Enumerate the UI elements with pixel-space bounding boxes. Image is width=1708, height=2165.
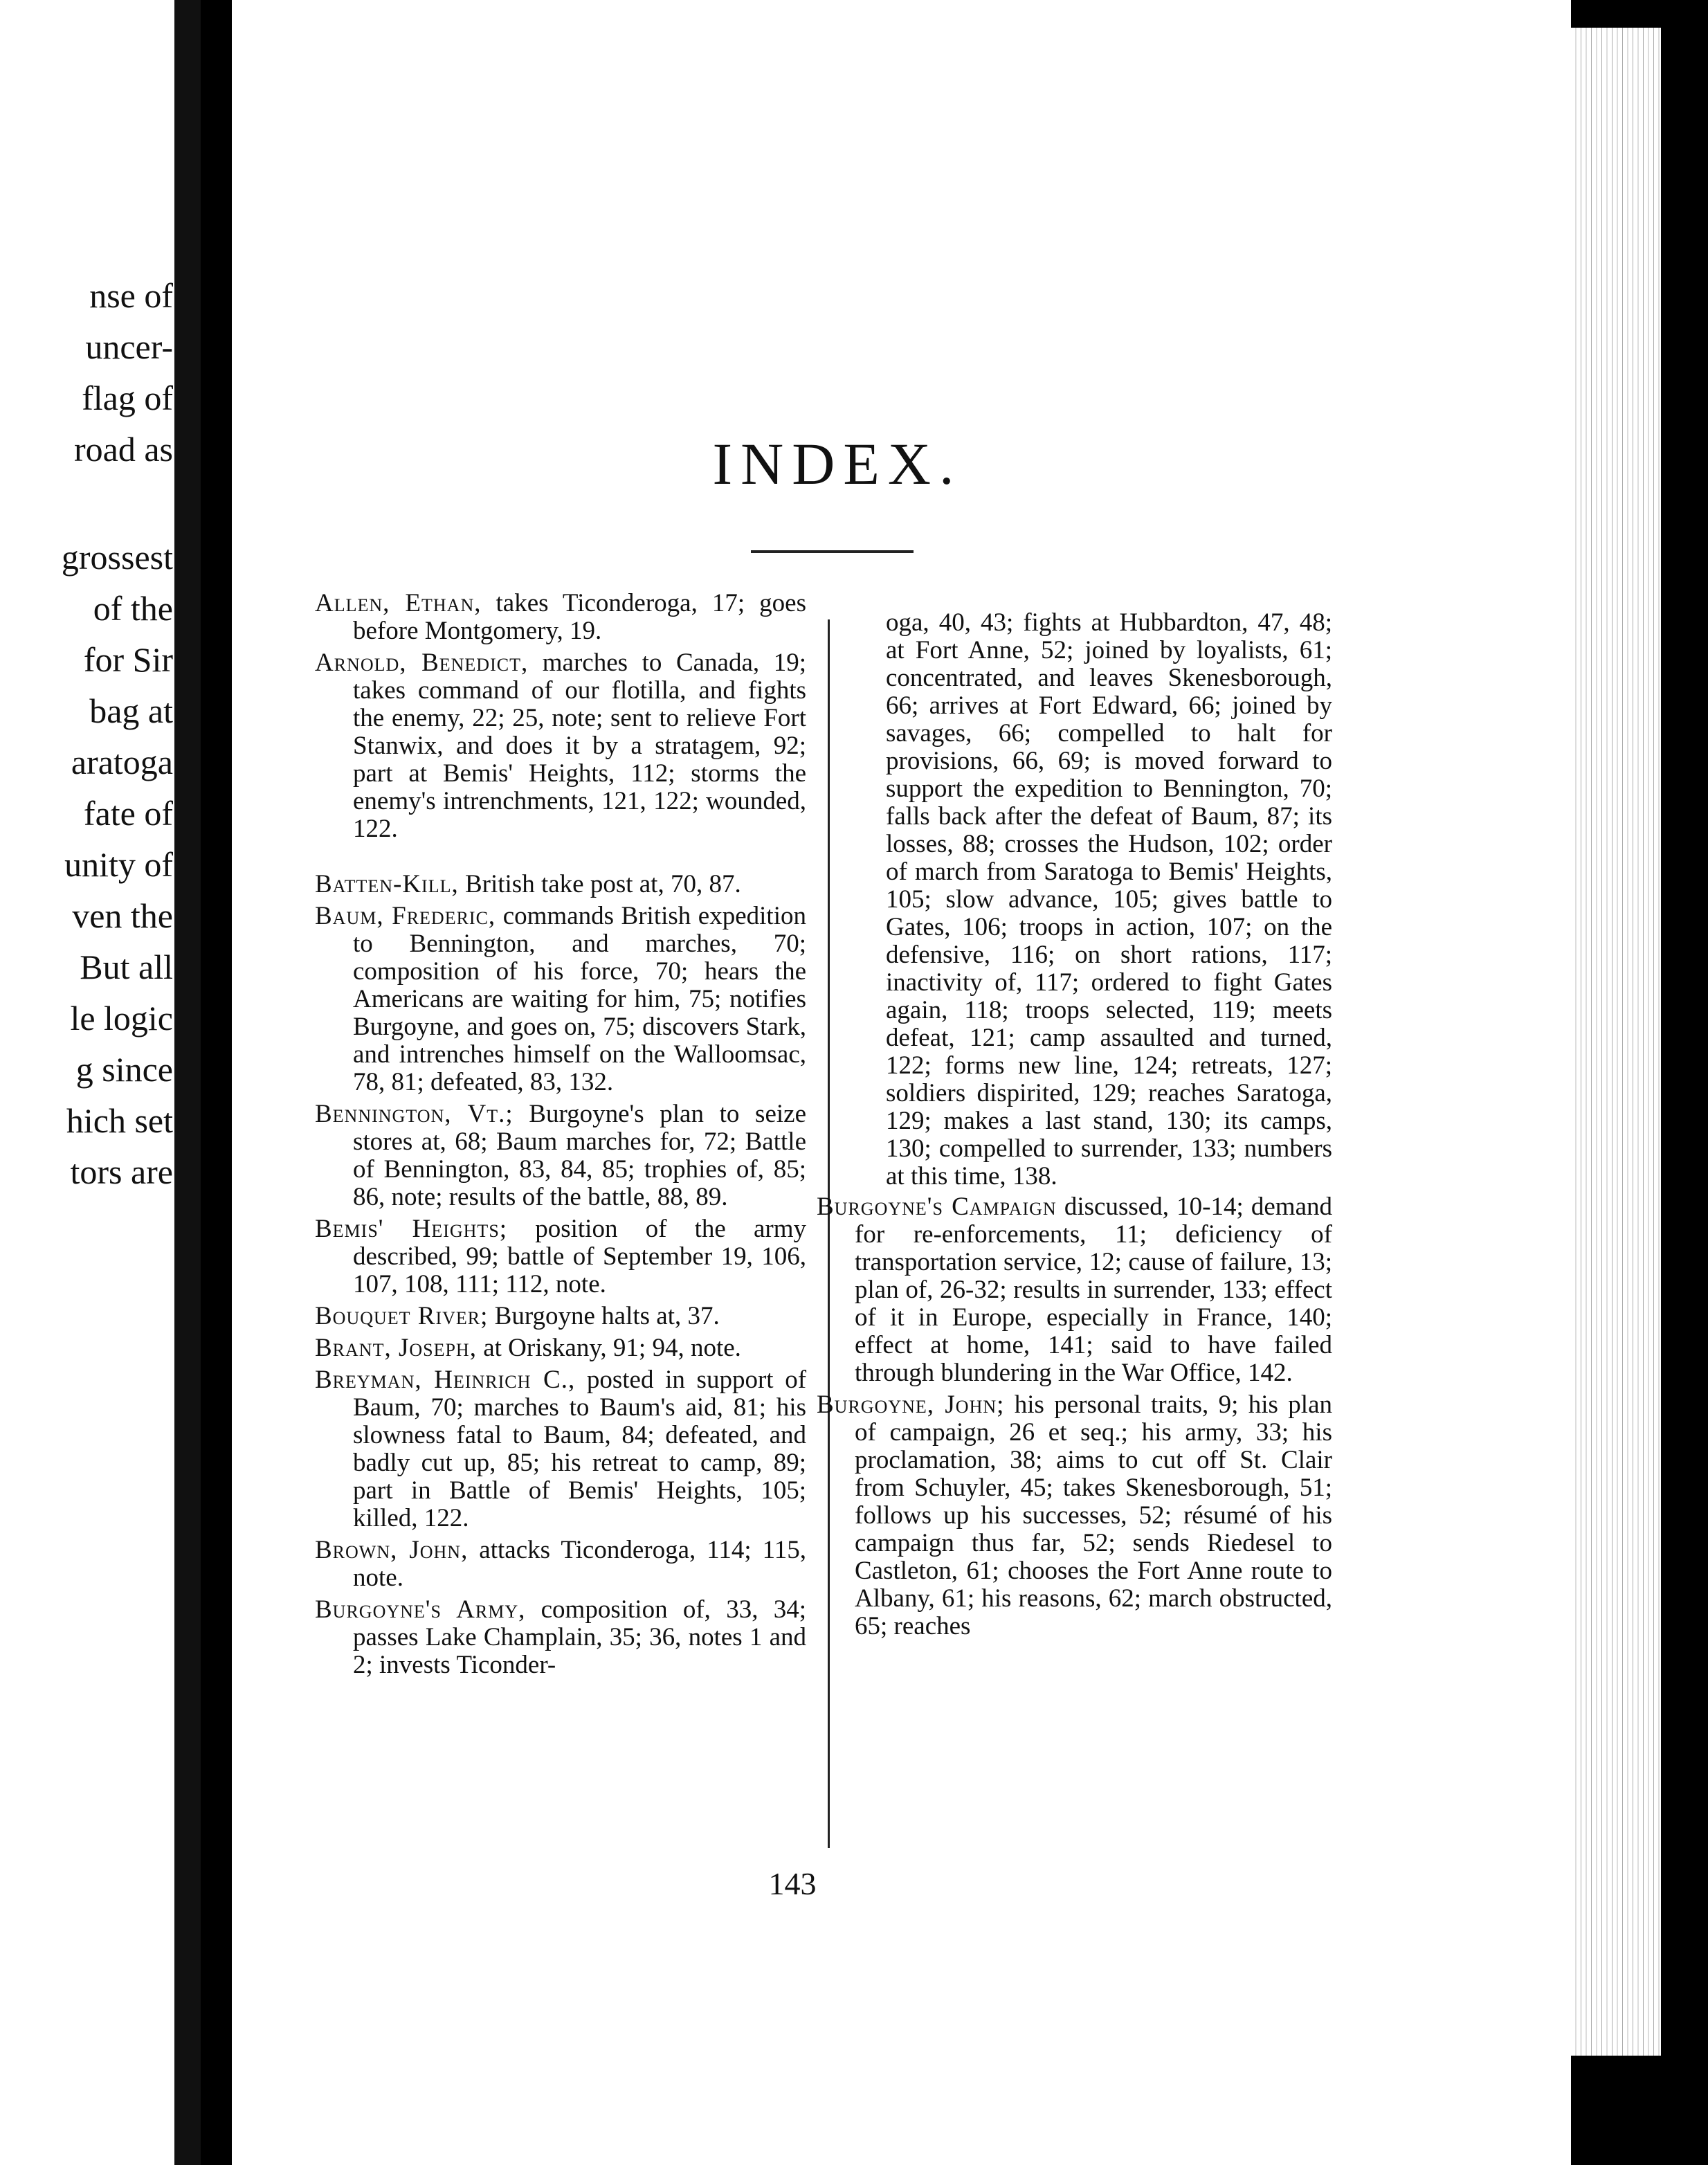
index-entry — [817, 1391, 1332, 1640]
facing-page-line: hich set — [66, 1101, 173, 1140]
entry-text: takes Ticonderoga, 17; goes before Montgomery, 19. — [353, 589, 806, 645]
index-entry — [315, 649, 806, 843]
entry-heading: Brown, John, — [315, 1536, 469, 1564]
scan-border — [1661, 0, 1708, 2165]
entry-heading: Baum, Frederic, — [315, 902, 496, 930]
entry-text: at Oriskany, 91; 94, note. — [476, 1334, 741, 1362]
facing-page-line: aratoga — [71, 743, 173, 781]
page-edges — [1571, 28, 1661, 2056]
facing-page-line: of the — [93, 589, 173, 628]
index-entry — [315, 902, 806, 1096]
entry-heading: Bouquet River; — [315, 1302, 489, 1330]
index-entry — [315, 1215, 806, 1298]
index-entry — [817, 1193, 1333, 1387]
entry-text: composition of, 33, 34; passes Lake Champlain, 35; 36, notes 1 and 2; invests Ticonder- — [353, 1595, 807, 1679]
entry-heading: Allen, Ethan, — [315, 589, 482, 617]
index-entry — [315, 1595, 807, 1679]
facing-page-line: uncer- — [85, 327, 173, 366]
entry-continuation: oga, 40, 43; fights at Hubbardton, 47, 48; at Fort Anne, 52; joined by loyalists, 61; concentrated, and leaves Skenesborough, 66; arrives at Fort Edward, 66; joined by savages, 66; compelled to halt for provisions, 66, 69; is moved forward to support the expedition to Bennington, 70; falls back after the defeat of Baum, 87; its losses, 88; crosses the Hudson, 102; order of march from Saratoga to Bemis' Heights, 105; slow advance, 105; gives battle to Gates, 106; troops in action, 107; on the defensive, 116; on short rations, 117; inactivity of, 117; ordered to fight Gates again, 118; troops selected, 119; meets defeat, 121; camp assaulted and turned, 122; forms new line, 124; retreats, 127; soldiers dispirited, 129; reaches Saratoga, 129; makes a last stand, 130; its camps, 130; compelled to surrender, 133; numbers at this time, 138. — [886, 608, 1332, 1190]
entry-heading: Burgoyne's Army, — [315, 1595, 526, 1624]
entry-text: posted in support of Baum, 70; marches to Baum's aid, 81; his slowness fatal to Baum, 84; defeated, and badly cut up, 85; his retreat to camp, 89; part in Battle of Bemis' Heights, 105; killed, 122. — [353, 1366, 807, 1532]
entry-text: position of the army described, 99; battle of September 19, 106, 107, 108, 111; 112, note. — [353, 1215, 806, 1298]
page-title: INDEX. — [712, 431, 963, 497]
entry-text: British take post at, 70, 87. — [458, 870, 741, 898]
facing-page-line: flag of — [82, 379, 173, 417]
facing-page-line: nse of — [89, 276, 173, 315]
book-gutter — [174, 0, 201, 2165]
index-entry — [315, 1302, 806, 1330]
page-number: 143 — [768, 1866, 817, 1901]
entry-text: marches to Canada, 19; takes command of our flotilla, and fights the enemy, 22; 25, note; sent to relieve Fort Stanwix, and does it by a stratagem, 92; part at Bemis' Heights, 112; storms the enemy's intrenchments, 121, 122; wounded, 122. — [353, 649, 806, 843]
index-entry — [315, 1536, 806, 1592]
title-rule — [751, 550, 914, 553]
entry-heading: Brant, Joseph, — [315, 1334, 477, 1362]
facing-page-line: g since — [75, 1050, 173, 1089]
entry-text: attacks Ticonderoga, 114; 115, note. — [353, 1536, 806, 1592]
facing-page-line: for Sir — [83, 640, 173, 679]
entry-heading: Bemis' Heights; — [315, 1215, 508, 1243]
facing-page-line: fate of — [83, 794, 173, 833]
index-entry — [315, 870, 806, 898]
facing-page-line: But all — [80, 948, 173, 986]
entry-heading: Burgoyne's Campaign — [817, 1193, 1057, 1221]
index-column-left — [315, 590, 806, 1683]
entry-text: discussed, 10-14; demand for re-enforcements, 11; deficiency of transportation service, 12; cause of failure, 13; plan of, 26-32; results in surrender, 133; effect of it in Europe, especially in France, 140; effect at home, 141; said to have failed through blundering in the War Office, 142. — [855, 1193, 1333, 1387]
entry-text: his personal traits, 9; his plan of campaign, 26 et seq.; his army, 33; his proclamation, 38; aims to cut off St. Clair from Schuyler, 45; takes Skenesborough, 51; follows up his successes, 52; résumé of his campaign thus far, 52; sends Riedesel to Castleton, 61; chooses the Fort Anne route to Albany, 61; his reasons, 62; march obstructed, 65; reaches — [855, 1391, 1332, 1640]
index-entry — [315, 589, 806, 645]
facing-page-line: ven the — [72, 896, 173, 935]
index-column-right — [817, 609, 1332, 1645]
entry-heading: Batten-Kill, — [315, 870, 459, 898]
entry-heading: Burgoyne, John; — [817, 1391, 1005, 1419]
entry-heading: Breyman, Heinrich C., — [315, 1366, 576, 1394]
entry-text: Burgoyne halts at, 37. — [488, 1302, 720, 1330]
entry-text: commands British expedition to Bennington, and marches, 70; composition of his force, 70; hears the Americans are waiting for him, 75; notifies Burgoyne, and goes on, 75; discovers Stark, and intrenches himself on the Walloomsac, 78, 81; defeated, 83, 132. — [353, 902, 806, 1096]
facing-page-line: le logic — [70, 999, 173, 1038]
facing-page-line: unity of — [64, 845, 173, 884]
entry-text: Burgoyne's plan to seize stores at, 68; Baum marches for, 72; Battle of Bennington, 83, 84, 85; trophies of, 85; 86, note; results of the battle, 88, 89. — [353, 1100, 806, 1211]
entry-heading: Bennington, Vt.; — [315, 1100, 514, 1128]
facing-page-line: bag at — [89, 691, 173, 730]
index-entry — [315, 1100, 806, 1211]
facing-page-line: road as — [74, 430, 173, 469]
facing-page-line: tors are — [70, 1152, 173, 1191]
facing-page-line: grossest — [61, 538, 173, 577]
index-entry — [315, 1366, 807, 1532]
facing-page — [0, 0, 201, 2165]
entry-heading: Arnold, Benedict, — [315, 649, 529, 677]
index-entry — [315, 1334, 806, 1362]
